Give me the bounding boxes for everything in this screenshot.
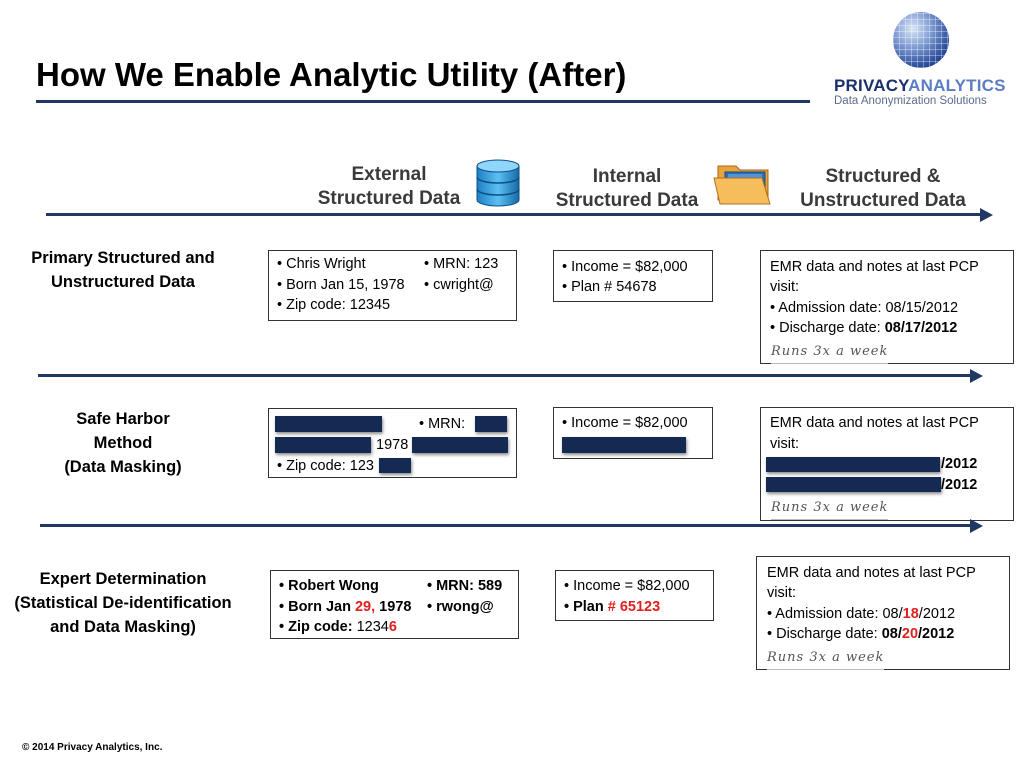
safe-harbor-internal-box [553,407,713,459]
emr-heading-line2: visit: [770,279,799,295]
column-header-structured: Structured & Unstructured Data [800,166,966,211]
plan-number: • Plan # 65123 [564,599,661,615]
safe-harbor-external-box [268,408,517,478]
patient-mrn: • MRN: 589 [427,578,503,594]
patient-name: • Robert Wong [279,578,379,594]
emr-heading-line2: visit: [770,436,799,452]
expert-external-box [270,570,519,639]
folder-icon [712,160,774,206]
masked-zip-digits [379,458,411,473]
page-title: How We Enable Analytic Utility (After) [36,56,627,93]
expert-emr-box [756,556,1010,670]
income-value: • Income = $82,000 [564,578,690,594]
patient-email: • rwong@ [427,599,494,615]
handwritten-note: Runs 3x a week [771,342,888,364]
masked-mrn-value [475,416,507,432]
database-icon [475,158,521,208]
row-label-expert: Expert Determination (Statistical De-identification and Data Masking) [14,570,232,636]
emr-heading-line1: EMR data and notes at last PCP [770,415,979,431]
company-tagline: Data Anonymization Solutions [834,95,987,107]
flow-arrow-3-head [970,519,983,533]
plan-number: • Plan # 54678 [562,279,657,295]
primary-internal-box [553,250,713,302]
globe-grid [893,12,949,68]
emr-heading-line1: EMR data and notes at last PCP [767,565,976,581]
admission-year: /2012 [941,456,978,472]
handwritten-note: Runs 3x a week [771,498,888,520]
patient-birthdate: • Born Jan 29, 1978 [279,599,412,615]
primary-external-box [268,250,517,321]
admission-date: • Admission date: 08/18/2012 [767,606,956,622]
company-logo-name: PRIVACYANALYTICS [834,76,1006,95]
income-value: • Income = $82,000 [562,259,688,275]
row-label-primary: Primary Structured and Unstructured Data [31,249,215,291]
zip-partial: • Zip code: 123 [277,458,374,474]
flow-arrow-3-line [40,524,972,527]
flow-arrow-1-line [46,213,982,216]
row-label-safe-harbor: Safe Harbor Method (Data Masking) [64,410,182,476]
copyright-footer: © 2014 Privacy Analytics, Inc. [22,742,163,753]
title-underline [36,100,810,103]
birth-year: 1978 [376,437,409,453]
admission-date: • Admission date: 08/15/2012 [770,300,959,316]
handwritten-note: Runs 3x a week [767,648,884,670]
patient-email: • cwright@ [424,277,494,293]
patient-birthdate: • Born Jan 15, 1978 [277,277,405,293]
column-header-internal: Internal Structured Data [555,166,699,211]
column-header-external: External Structured Data [317,164,461,209]
income-value: • Income = $82,000 [562,415,688,431]
discharge-year: /2012 [941,477,978,493]
discharge-date: • Discharge date: 08/20/2012 [767,626,955,642]
patient-mrn: • MRN: 123 [424,256,499,272]
masked-admission [766,457,940,472]
flow-arrow-2-line [38,374,972,377]
patient-name: • Chris Wright [277,256,366,272]
primary-emr-box [760,250,1014,364]
safe-harbor-emr-box [760,407,1014,521]
masked-email [412,437,508,453]
patient-zip: • Zip code: 12345 [277,297,391,313]
expert-internal-box [555,570,714,621]
masked-mrn-label: • MRN: [419,416,466,432]
emr-heading-line2: visit: [767,585,796,601]
masked-birthdate [275,437,371,453]
masked-plan [562,437,686,453]
emr-heading-line1: EMR data and notes at last PCP [770,259,979,275]
discharge-date: • Discharge date: 08/17/2012 [770,320,958,336]
flow-arrow-1-head [980,208,993,222]
flow-arrow-2-head [970,369,983,383]
patient-zip: • Zip code: 12346 [279,619,397,635]
masked-name [275,416,382,432]
masked-discharge [766,477,941,492]
